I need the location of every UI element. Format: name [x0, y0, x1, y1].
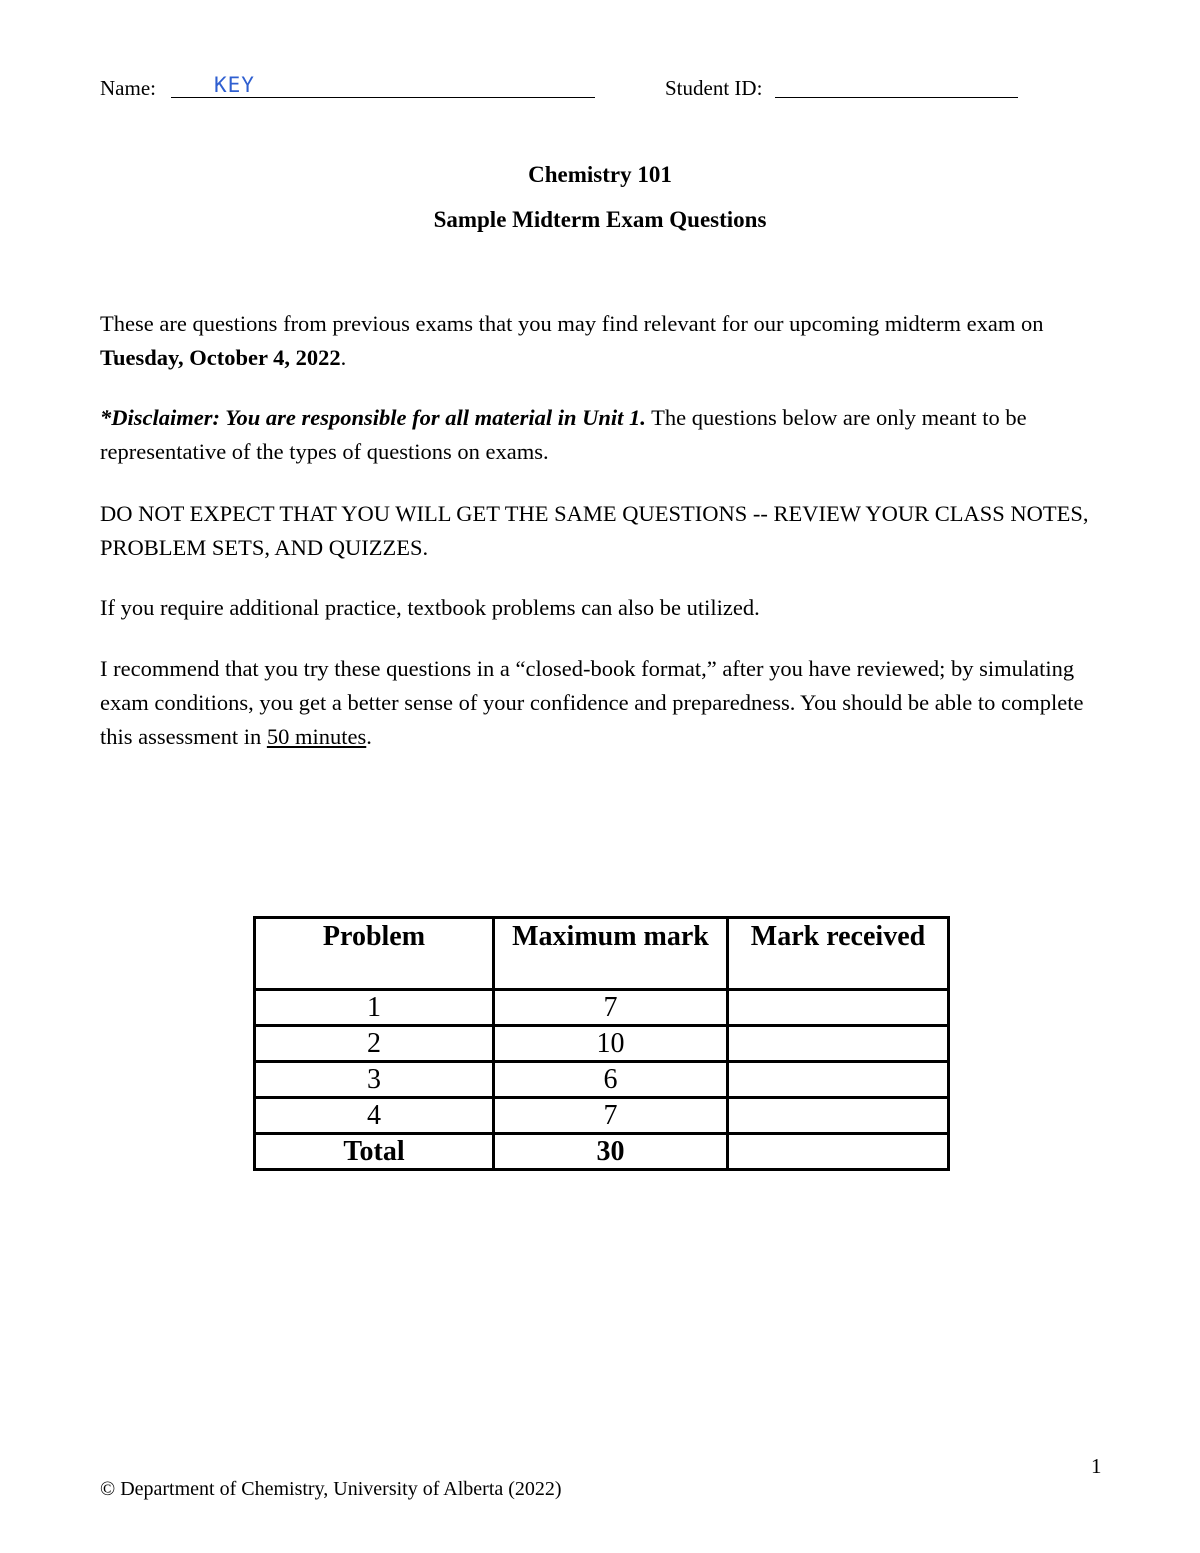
intro-end: .: [340, 345, 347, 370]
table-row: [255, 1062, 949, 1098]
problem-number: 2: [255, 1026, 494, 1062]
name-value: KEY: [214, 73, 255, 97]
maximum-mark: 7: [494, 990, 728, 1026]
student-id-label: Student ID:: [665, 76, 763, 100]
total-label: Total: [255, 1134, 494, 1170]
total-maximum-mark: 30: [494, 1134, 728, 1170]
practice-paragraph: If you require additional practice, textbook problems can also be utilized.: [100, 595, 760, 620]
table-header-row: [255, 918, 949, 990]
problem-number: 1: [255, 990, 494, 1026]
maximum-mark: 6: [494, 1062, 728, 1098]
disclaimer-emphasis: *Disclaimer: You are responsible for all material in Unit 1.: [100, 405, 646, 430]
maximum-mark: 10: [494, 1026, 728, 1062]
total-mark-received-cell[interactable]: [728, 1134, 949, 1170]
mark-received-cell[interactable]: [728, 1062, 949, 1098]
maximum-mark: 7: [494, 1098, 728, 1134]
total-row: [255, 1134, 949, 1170]
mark-received-cell[interactable]: [728, 1098, 949, 1134]
copyright-notice: © Department of Chemistry, University of Alberta (2022): [100, 1478, 562, 1500]
intro-paragraph: [100, 307, 1110, 375]
student-id-field[interactable]: [775, 74, 1018, 98]
mark-received-cell[interactable]: [728, 990, 949, 1026]
mark-received-cell[interactable]: [728, 1026, 949, 1062]
course-title: Chemistry 101: [528, 162, 672, 187]
header-maximum-mark: Maximum mark: [494, 918, 728, 990]
duration: 50 minutes: [266, 724, 367, 749]
table-row: [255, 1098, 949, 1134]
header-mark-received: Mark received: [728, 918, 949, 990]
table-row: [255, 1026, 949, 1062]
warning-paragraph: DO NOT EXPECT THAT YOU WILL GET THE SAME QUESTIONS -- REVIEW YOUR CLASS NOTES, PROBLEM SETS, AND QUIZZES.: [100, 501, 1089, 560]
disclaimer-text: The questions below are only meant to be representative of the types of questions on exams.: [100, 405, 1027, 464]
exam-subtitle: Sample Midterm Exam Questions: [433, 207, 767, 232]
recommendation-end: .: [366, 724, 372, 749]
table-row: [255, 990, 949, 1026]
recommendation-paragraph: [100, 652, 1110, 754]
page-number: 1: [1091, 1454, 1102, 1478]
name-label: Name:: [100, 76, 156, 100]
recommendation-text: I recommend that you try these questions in a “closed-book format,” after you have reviewed; by simulating exam conditions, you get a better sense of your confidence and preparedness. You should be able to complete this assessment in: [100, 656, 1084, 749]
header-problem: Problem: [255, 918, 494, 990]
problem-number: 4: [255, 1098, 494, 1134]
problem-number: 3: [255, 1062, 494, 1098]
disclaimer-paragraph: [100, 401, 1110, 469]
intro-text: These are questions from previous exams that you may find relevant for our upcoming midterm exam on: [100, 311, 1044, 336]
marks-table: [253, 916, 950, 1171]
exam-date: Tuesday, October 4, 2022: [100, 345, 341, 370]
